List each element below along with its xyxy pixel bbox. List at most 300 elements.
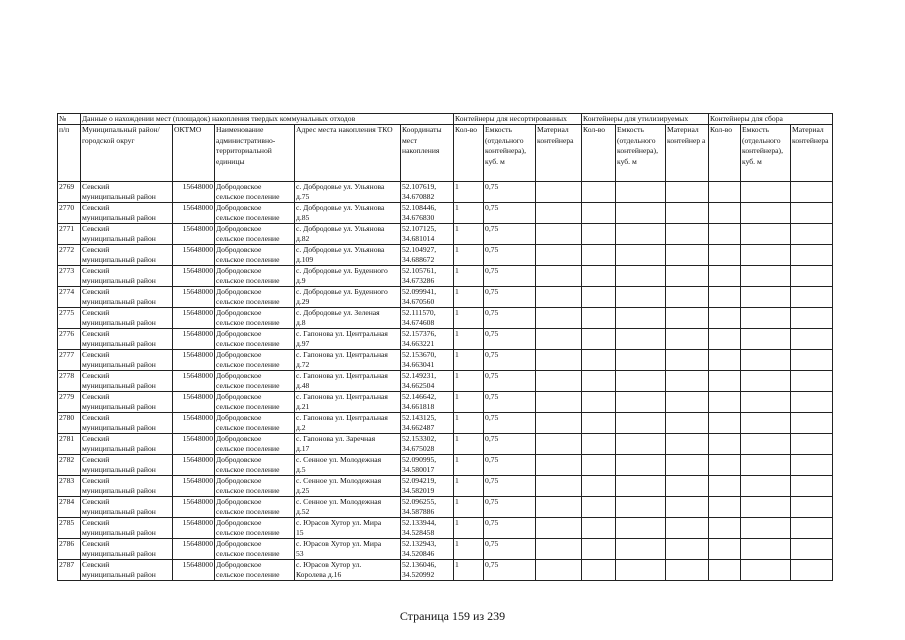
row-unsorted-capacity — [484, 329, 536, 350]
row-recycle-material — [666, 560, 709, 581]
row-unsorted-capacity — [484, 266, 536, 287]
row-collect-count — [709, 497, 741, 518]
row-settlement-text: сельское поселение — [216, 486, 280, 496]
header-oktmo: ОКТМО — [173, 125, 215, 182]
row-coords — [401, 455, 454, 476]
row-district-text: Севский — [82, 287, 110, 297]
row-address-text: с. Сенное ул. Молодежная — [296, 455, 382, 465]
row-oktmo — [173, 455, 215, 476]
row-number-text: 2780 — [59, 413, 75, 423]
row-address-text: с. Юрасов Хутор ул. — [296, 560, 362, 570]
row-address — [295, 203, 401, 224]
header-district: Муниципальный район/городской округ — [81, 125, 173, 182]
row-unsorted-material — [536, 203, 582, 224]
header-row-columns — [58, 125, 833, 182]
row-address — [295, 329, 401, 350]
row-recycle-capacity — [616, 392, 666, 413]
row-unsorted-capacity — [484, 308, 536, 329]
row-oktmo — [173, 203, 215, 224]
header-collect-count: Кол-во — [709, 125, 741, 182]
row-settlement-text: сельское поселение — [216, 234, 280, 244]
row-settlement-text: Добродовское — [216, 497, 262, 507]
row-unsorted-material — [536, 224, 582, 245]
row-recycle-count — [582, 245, 616, 266]
row-recycle-capacity — [616, 539, 666, 560]
row-settlement-text: Добродовское — [216, 413, 262, 423]
row-unsorted-count-text: 1 — [455, 539, 459, 549]
row-collect-capacity — [741, 266, 791, 287]
row-district — [81, 308, 173, 329]
row-district-text: Севский — [82, 266, 110, 276]
row-collect-capacity — [741, 203, 791, 224]
row-unsorted-capacity — [484, 371, 536, 392]
row-coords-text: 34.520992 — [402, 570, 435, 580]
row-settlement-text: сельское поселение — [216, 192, 280, 202]
row-district — [81, 371, 173, 392]
row-oktmo-text: 15648000 — [182, 455, 213, 465]
row-recycle-count — [582, 182, 616, 203]
row-settlement-text: Добродовское — [216, 203, 262, 213]
row-number — [58, 203, 81, 224]
row-district-text: муниципальный район — [82, 234, 156, 244]
row-coords — [401, 392, 454, 413]
row-collect-material — [791, 224, 833, 245]
row-address-text: д.17 — [296, 444, 310, 454]
row-unsorted-capacity-text: 0,75 — [485, 350, 499, 360]
row-recycle-count — [582, 308, 616, 329]
row-district-text: Севский — [82, 308, 110, 318]
row-address-text: д.52 — [296, 507, 310, 517]
row-oktmo — [173, 266, 215, 287]
row-recycle-count — [582, 287, 616, 308]
row-address — [295, 371, 401, 392]
row-unsorted-capacity — [484, 392, 536, 413]
row-number-text: 2770 — [59, 203, 75, 213]
row-address — [295, 350, 401, 371]
row-oktmo — [173, 308, 215, 329]
row-address-text: с. Добродовье ул. Зеленая — [296, 308, 380, 318]
row-district-text: Севский — [82, 350, 110, 360]
table-row — [58, 203, 833, 224]
row-recycle-capacity — [616, 413, 666, 434]
row-collect-count — [709, 392, 741, 413]
table-row — [58, 266, 833, 287]
row-coords-text: 34.663041 — [402, 360, 435, 370]
row-coords-text: 34.670882 — [402, 192, 435, 202]
row-recycle-capacity — [616, 329, 666, 350]
row-collect-count — [709, 266, 741, 287]
row-collect-capacity — [741, 329, 791, 350]
header-recycle-material: Материал контейнер а — [666, 125, 709, 182]
row-address-text: с. Гапонова ул. Центральная — [296, 329, 388, 339]
row-settlement — [215, 329, 295, 350]
row-oktmo-text: 15648000 — [182, 203, 213, 213]
row-number-text: 2774 — [59, 287, 75, 297]
row-address-text: д.97 — [296, 339, 310, 349]
row-settlement — [215, 392, 295, 413]
row-recycle-material — [666, 287, 709, 308]
row-address — [295, 413, 401, 434]
row-collect-material — [791, 308, 833, 329]
row-district — [81, 434, 173, 455]
row-district — [81, 245, 173, 266]
row-settlement-text: сельское поселение — [216, 339, 280, 349]
header-settlement: Наименование административно-территориальной единицы — [215, 125, 295, 182]
row-district — [81, 476, 173, 497]
row-unsorted-material — [536, 266, 582, 287]
row-oktmo — [173, 476, 215, 497]
row-oktmo-text: 15648000 — [182, 434, 213, 444]
row-unsorted-capacity-text: 0,75 — [485, 371, 499, 381]
row-coords-text: 52.090995, — [402, 455, 437, 465]
row-collect-count — [709, 476, 741, 497]
row-unsorted-count-text: 1 — [455, 476, 459, 486]
row-district — [81, 182, 173, 203]
row-oktmo — [173, 371, 215, 392]
row-recycle-capacity — [616, 182, 666, 203]
row-recycle-count — [582, 455, 616, 476]
row-unsorted-capacity — [484, 434, 536, 455]
row-settlement-text: сельское поселение — [216, 318, 280, 328]
row-number-text: 2771 — [59, 224, 75, 234]
row-settlement-text: сельское поселение — [216, 255, 280, 265]
row-coords-text: 34.528458 — [402, 528, 435, 538]
row-unsorted-material — [536, 392, 582, 413]
row-coords-text: 52.136046, — [402, 560, 437, 570]
row-recycle-capacity — [616, 266, 666, 287]
row-unsorted-count — [454, 539, 484, 560]
row-oktmo-text: 15648000 — [182, 266, 213, 276]
row-coords-text: 34.688672 — [402, 255, 435, 265]
row-recycle-count — [582, 539, 616, 560]
row-recycle-material — [666, 413, 709, 434]
row-unsorted-material — [536, 434, 582, 455]
row-collect-material — [791, 266, 833, 287]
row-recycle-count — [582, 560, 616, 581]
row-coords-text: 52.094219, — [402, 476, 437, 486]
row-collect-capacity — [741, 350, 791, 371]
table-row — [58, 182, 833, 203]
row-address — [295, 266, 401, 287]
row-unsorted-material — [536, 182, 582, 203]
row-oktmo-text: 15648000 — [182, 350, 213, 360]
row-number — [58, 245, 81, 266]
registry-table — [57, 113, 833, 581]
row-coords — [401, 203, 454, 224]
row-district-text: Севский — [82, 224, 110, 234]
header-address: Адрес места накопления ТКО — [295, 125, 401, 182]
row-unsorted-count — [454, 413, 484, 434]
row-settlement-text: Добродовское — [216, 287, 262, 297]
row-unsorted-count-text: 1 — [455, 308, 459, 318]
row-collect-count — [709, 182, 741, 203]
row-address-text: д.5 — [296, 465, 306, 475]
row-recycle-count — [582, 371, 616, 392]
row-unsorted-count — [454, 308, 484, 329]
row-recycle-capacity — [616, 308, 666, 329]
row-settlement — [215, 308, 295, 329]
row-coords-text: 52.143125, — [402, 413, 437, 423]
row-district-text: муниципальный район — [82, 255, 156, 265]
row-district-text: муниципальный район — [82, 381, 156, 391]
row-settlement — [215, 224, 295, 245]
row-address-text: с. Гапонова ул. Заречная — [296, 434, 376, 444]
row-address — [295, 287, 401, 308]
row-unsorted-material — [536, 350, 582, 371]
row-district — [81, 266, 173, 287]
row-number — [58, 539, 81, 560]
row-unsorted-material — [536, 245, 582, 266]
row-coords-text: 34.681014 — [402, 234, 435, 244]
row-address — [295, 518, 401, 539]
row-number-text: 2787 — [59, 560, 75, 570]
row-unsorted-capacity-text: 0,75 — [485, 476, 499, 486]
row-unsorted-capacity — [484, 413, 536, 434]
row-recycle-count — [582, 224, 616, 245]
row-collect-material — [791, 245, 833, 266]
row-recycle-material — [666, 434, 709, 455]
row-settlement — [215, 539, 295, 560]
row-unsorted-material — [536, 455, 582, 476]
row-recycle-count — [582, 203, 616, 224]
row-recycle-capacity — [616, 497, 666, 518]
row-district-text: муниципальный район — [82, 402, 156, 412]
row-settlement — [215, 560, 295, 581]
row-recycle-material — [666, 308, 709, 329]
row-settlement-text: Добродовское — [216, 329, 262, 339]
row-unsorted-capacity-text: 0,75 — [485, 455, 499, 465]
row-unsorted-count-text: 1 — [455, 203, 459, 213]
table-row — [58, 392, 833, 413]
row-coords-text: 34.582019 — [402, 486, 435, 496]
row-settlement — [215, 266, 295, 287]
row-coords — [401, 560, 454, 581]
row-collect-capacity — [741, 287, 791, 308]
row-address-text: с. Гапонова ул. Центральная — [296, 371, 388, 381]
row-recycle-material — [666, 224, 709, 245]
row-coords — [401, 308, 454, 329]
row-address-text: с. Сенное ул. Молодежная — [296, 476, 382, 486]
row-number — [58, 266, 81, 287]
header-unsorted-material: Материал контейнера — [536, 125, 582, 182]
row-collect-material — [791, 539, 833, 560]
row-number — [58, 224, 81, 245]
row-recycle-capacity — [616, 518, 666, 539]
row-collect-material — [791, 434, 833, 455]
row-recycle-capacity — [616, 245, 666, 266]
row-district — [81, 224, 173, 245]
row-district — [81, 350, 173, 371]
row-settlement-text: сельское поселение — [216, 402, 280, 412]
row-coords — [401, 329, 454, 350]
row-number — [58, 476, 81, 497]
row-number — [58, 434, 81, 455]
row-address-text: с. Добродовье ул. Ульянова — [296, 224, 385, 234]
row-district — [81, 560, 173, 581]
row-coords — [401, 476, 454, 497]
row-coords-text: 52.107125, — [402, 224, 437, 234]
row-coords — [401, 413, 454, 434]
header-group-collect: Контейнеры для сбора — [709, 114, 833, 125]
row-coords-text: 52.096255, — [402, 497, 437, 507]
row-unsorted-count — [454, 350, 484, 371]
row-unsorted-capacity — [484, 455, 536, 476]
table-row — [58, 287, 833, 308]
row-district-text: муниципальный район — [82, 297, 156, 307]
row-number-text: 2772 — [59, 245, 75, 255]
row-coords — [401, 350, 454, 371]
row-address — [295, 497, 401, 518]
row-district-text: Севский — [82, 245, 110, 255]
row-coords-text: 34.520846 — [402, 549, 435, 559]
row-address-text: д.2 — [296, 423, 306, 433]
table-row — [58, 371, 833, 392]
row-unsorted-capacity-text: 0,75 — [485, 308, 499, 318]
row-collect-capacity — [741, 539, 791, 560]
table-row — [58, 329, 833, 350]
header-collect-capacity: Емкость (отдельного контейнера), куб. м — [741, 125, 791, 182]
row-unsorted-material — [536, 476, 582, 497]
row-settlement-text: сельское поселение — [216, 465, 280, 475]
row-coords-text: 34.673286 — [402, 276, 435, 286]
row-unsorted-capacity — [484, 560, 536, 581]
row-number — [58, 308, 81, 329]
row-recycle-material — [666, 266, 709, 287]
row-unsorted-capacity-text: 0,75 — [485, 434, 499, 444]
row-unsorted-capacity — [484, 182, 536, 203]
row-district-text: Севский — [82, 434, 110, 444]
row-recycle-capacity — [616, 560, 666, 581]
row-collect-material — [791, 203, 833, 224]
row-oktmo-text: 15648000 — [182, 539, 213, 549]
row-unsorted-capacity-text: 0,75 — [485, 518, 499, 528]
row-settlement-text: сельское поселение — [216, 360, 280, 370]
row-unsorted-capacity — [484, 350, 536, 371]
row-settlement-text: сельское поселение — [216, 507, 280, 517]
row-collect-count — [709, 371, 741, 392]
row-recycle-capacity — [616, 287, 666, 308]
row-unsorted-count-text: 1 — [455, 392, 459, 402]
row-number — [58, 287, 81, 308]
row-district — [81, 455, 173, 476]
row-settlement — [215, 371, 295, 392]
row-settlement — [215, 203, 295, 224]
row-settlement — [215, 413, 295, 434]
row-coords-text: 34.587886 — [402, 507, 435, 517]
row-unsorted-count-text: 1 — [455, 350, 459, 360]
row-oktmo — [173, 182, 215, 203]
row-coords — [401, 539, 454, 560]
row-oktmo-text: 15648000 — [182, 560, 213, 570]
row-number — [58, 329, 81, 350]
row-number-text: 2779 — [59, 392, 75, 402]
row-collect-capacity — [741, 224, 791, 245]
row-unsorted-material — [536, 329, 582, 350]
row-settlement — [215, 455, 295, 476]
row-number — [58, 518, 81, 539]
row-coords-text: 52.153670, — [402, 350, 437, 360]
row-number-text: 2785 — [59, 518, 75, 528]
row-number — [58, 560, 81, 581]
row-collect-material — [791, 350, 833, 371]
row-unsorted-material — [536, 497, 582, 518]
row-settlement — [215, 350, 295, 371]
row-unsorted-count — [454, 266, 484, 287]
row-unsorted-capacity — [484, 476, 536, 497]
row-collect-capacity — [741, 371, 791, 392]
row-unsorted-count — [454, 224, 484, 245]
row-district — [81, 413, 173, 434]
row-settlement-text: сельское поселение — [216, 213, 280, 223]
row-recycle-capacity — [616, 434, 666, 455]
row-district-text: муниципальный район — [82, 465, 156, 475]
row-oktmo — [173, 539, 215, 560]
header-unsorted-count: Кол-во — [454, 125, 484, 182]
row-oktmo-text: 15648000 — [182, 329, 213, 339]
row-address-text: д.82 — [296, 234, 310, 244]
row-unsorted-count — [454, 455, 484, 476]
row-oktmo — [173, 224, 215, 245]
row-address-text: д.29 — [296, 297, 310, 307]
row-address-text: д.85 — [296, 213, 310, 223]
row-recycle-material — [666, 539, 709, 560]
row-settlement-text: сельское поселение — [216, 276, 280, 286]
row-coords-text: 34.676830 — [402, 213, 435, 223]
row-oktmo-text: 15648000 — [182, 287, 213, 297]
header-coords: Координаты мест накопления — [401, 125, 454, 182]
row-unsorted-capacity — [484, 224, 536, 245]
row-address — [295, 476, 401, 497]
row-address-text: 53 — [296, 549, 304, 559]
row-address-text: д.109 — [296, 255, 314, 265]
row-settlement-text: Добродовское — [216, 455, 262, 465]
row-collect-count — [709, 434, 741, 455]
row-address — [295, 308, 401, 329]
row-oktmo — [173, 392, 215, 413]
row-recycle-capacity — [616, 455, 666, 476]
row-number-text: 2777 — [59, 350, 75, 360]
row-recycle-material — [666, 497, 709, 518]
row-oktmo-text: 15648000 — [182, 308, 213, 318]
row-recycle-material — [666, 476, 709, 497]
row-recycle-material — [666, 392, 709, 413]
row-unsorted-count-text: 1 — [455, 371, 459, 381]
row-number-text: 2775 — [59, 308, 75, 318]
row-unsorted-count-text: 1 — [455, 497, 459, 507]
row-collect-material — [791, 392, 833, 413]
row-district-text: Севский — [82, 329, 110, 339]
row-coords-text: 52.157376, — [402, 329, 437, 339]
row-unsorted-material — [536, 518, 582, 539]
row-address-text: с. Добродовье ул. Буденного — [296, 266, 388, 276]
row-district-text: муниципальный район — [82, 213, 156, 223]
row-recycle-count — [582, 392, 616, 413]
row-unsorted-capacity-text: 0,75 — [485, 266, 499, 276]
row-district-text: муниципальный район — [82, 507, 156, 517]
row-coords-text: 34.662487 — [402, 423, 435, 433]
row-settlement — [215, 434, 295, 455]
row-recycle-count — [582, 413, 616, 434]
row-address-text: с. Юрасов Хутор ул. Мира — [296, 539, 382, 549]
table-row — [58, 497, 833, 518]
row-address-text: с. Сенное ул. Молодежная — [296, 497, 382, 507]
row-district-text: Севский — [82, 476, 110, 486]
row-coords-text: 34.661818 — [402, 402, 435, 412]
row-settlement — [215, 182, 295, 203]
row-collect-material — [791, 329, 833, 350]
row-settlement-text: Добродовское — [216, 392, 262, 402]
row-unsorted-count-text: 1 — [455, 266, 459, 276]
